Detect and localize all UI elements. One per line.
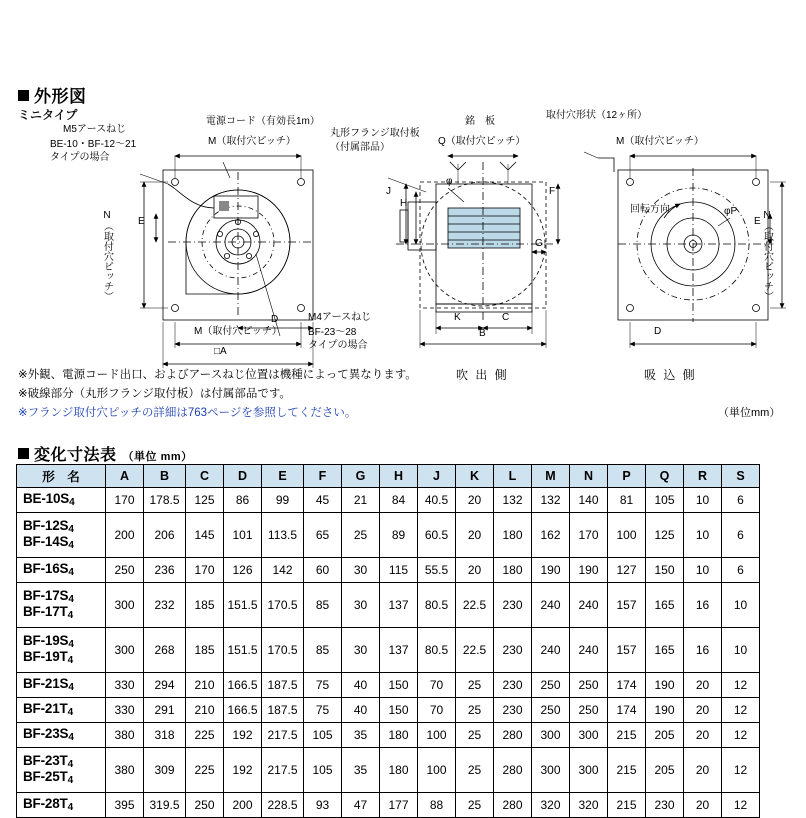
label-square-a: □A	[214, 346, 227, 357]
section-heading-dimension-table	[18, 442, 193, 465]
label-rotation-direction: 回転方向	[630, 204, 670, 215]
table-cell-A: 300	[106, 628, 144, 673]
table-cell-E: 187.5	[262, 698, 304, 723]
label-q-pitch: Q（取付穴ピッチ）	[438, 136, 526, 147]
table-cell-H: 84	[380, 488, 418, 513]
table-cell-C: 185	[186, 583, 224, 628]
table-cell-P: 157	[608, 628, 646, 673]
table-header-P: P	[608, 465, 646, 488]
table-cell-P: 127	[608, 558, 646, 583]
table-cell-S: 12	[722, 793, 760, 818]
table-cell-Q: 105	[646, 488, 684, 513]
table-cell-R: 20	[684, 673, 722, 698]
label-letter-E-right: E	[754, 216, 761, 227]
table-row	[17, 628, 760, 673]
label-round-flange-1: 丸形フランジ取付板	[330, 128, 420, 139]
table-cell-P: 215	[608, 748, 646, 793]
label-m5-earth-screw: M5アースねじ	[63, 124, 127, 135]
table-cell-A: 330	[106, 698, 144, 723]
label-m4-earth-screw-type2: タイプの場合	[308, 340, 368, 351]
table-cell-S: 10	[722, 583, 760, 628]
dimension-table-title: 変化寸法表	[34, 447, 117, 464]
table-cell-F: 45	[304, 488, 342, 513]
table-cell-N: 140	[570, 488, 608, 513]
dimension-table	[16, 464, 760, 818]
label-m-pitch-top: M（取付穴ピッチ）	[208, 136, 296, 147]
table-cell-N: 250	[570, 673, 608, 698]
dimension-table-unit: （単位 mm）	[122, 451, 193, 463]
table-cell-G: 21	[342, 488, 380, 513]
label-mounting-hole-shape: 取付穴形状（12ヶ所）	[546, 110, 648, 121]
table-cell-B: 268	[144, 628, 186, 673]
table-cell-model: $BF-23S_4$	[17, 723, 106, 748]
table-cell-R: 20	[684, 793, 722, 818]
table-cell-D: 126	[224, 558, 262, 583]
table-cell-B: 236	[144, 558, 186, 583]
table-cell-C: 145	[186, 513, 224, 558]
outline-drawing-title: 外形図	[34, 87, 87, 106]
table-cell-C: 210	[186, 698, 224, 723]
table-cell-C: 185	[186, 628, 224, 673]
table-cell-L: 230	[494, 583, 532, 628]
table-cell-S: 12	[722, 673, 760, 698]
table-cell-S: 10	[722, 628, 760, 673]
label-round-flange-2: （付属部品）	[330, 142, 390, 153]
table-cell-J: 40.5	[418, 488, 456, 513]
table-cell-R: 16	[684, 628, 722, 673]
table-header-R: R	[684, 465, 722, 488]
table-row	[17, 673, 760, 698]
table-cell-N: 240	[570, 583, 608, 628]
table-cell-model: $BF-28T_4$	[17, 793, 106, 818]
table-cell-H: 137	[380, 628, 418, 673]
table-cell-M: 250	[532, 673, 570, 698]
table-row	[17, 698, 760, 723]
label-suction-side: 吸 込 側	[644, 368, 697, 382]
mini-type-label: ミニタイプ	[18, 108, 78, 122]
table-header-D: D	[224, 465, 262, 488]
label-m5-earth-screw-type1: BE-10・BF-12〜21	[50, 139, 137, 150]
table-cell-D: 86	[224, 488, 262, 513]
table-cell-H: 150	[380, 698, 418, 723]
table-cell-K: 25	[456, 748, 494, 793]
table-cell-H: 180	[380, 723, 418, 748]
table-cell-H: 150	[380, 673, 418, 698]
label-letter-B: B	[479, 328, 486, 339]
table-cell-Q: 165	[646, 583, 684, 628]
table-cell-J: 70	[418, 673, 456, 698]
table-header-H: H	[380, 465, 418, 488]
table-cell-R: 16	[684, 583, 722, 628]
table-cell-F: 105	[304, 748, 342, 793]
table-cell-C: 170	[186, 558, 224, 583]
table-body	[17, 488, 760, 818]
table-cell-B: 206	[144, 513, 186, 558]
label-letter-H: H	[400, 198, 408, 209]
table-cell-model: $BF-17S_4$ $BF-17T_4$	[17, 583, 106, 628]
table-cell-D: 151.5	[224, 583, 262, 628]
table-cell-K: 20	[456, 558, 494, 583]
table-cell-model: $BF-16S_4$	[17, 558, 106, 583]
table-cell-J: 100	[418, 748, 456, 793]
table-cell-L: 280	[494, 723, 532, 748]
table-cell-S: 6	[722, 488, 760, 513]
table-cell-H: 89	[380, 513, 418, 558]
label-n-pitch-right: N（取付穴ピッチ）	[761, 210, 773, 301]
table-cell-G: 25	[342, 513, 380, 558]
table-cell-R: 20	[684, 698, 722, 723]
table-cell-D: 192	[224, 748, 262, 793]
table-cell-E: 99	[262, 488, 304, 513]
table-cell-B: 178.5	[144, 488, 186, 513]
table-cell-Q: 125	[646, 513, 684, 558]
label-letter-D-right: D	[654, 326, 662, 337]
table-cell-N: 190	[570, 558, 608, 583]
table-cell-model: $BF-19S_4$ $BF-19T_4$	[17, 628, 106, 673]
table-cell-J: 55.5	[418, 558, 456, 583]
table-cell-F: 75	[304, 673, 342, 698]
table-cell-F: 85	[304, 583, 342, 628]
table-cell-E: 187.5	[262, 673, 304, 698]
table-cell-A: 380	[106, 748, 144, 793]
square-bullet-icon	[18, 90, 29, 101]
table-cell-J: 80.5	[418, 583, 456, 628]
table-cell-L: 280	[494, 748, 532, 793]
table-cell-B: 319.5	[144, 793, 186, 818]
table-cell-M: 240	[532, 583, 570, 628]
table-header-model: 形 名	[17, 465, 106, 488]
table-cell-M: 162	[532, 513, 570, 558]
table-cell-Q: 150	[646, 558, 684, 583]
label-letter-E-left: E	[138, 216, 145, 227]
table-cell-L: 230	[494, 628, 532, 673]
table-row	[17, 513, 760, 558]
table-cell-D: 101	[224, 513, 262, 558]
table-row	[17, 558, 760, 583]
table-cell-F: 93	[304, 793, 342, 818]
table-cell-L: 230	[494, 698, 532, 723]
table-cell-F: 60	[304, 558, 342, 583]
table-cell-D: 200	[224, 793, 262, 818]
table-cell-L: 280	[494, 793, 532, 818]
table-cell-J: 60.5	[418, 513, 456, 558]
table-cell-E: 113.5	[262, 513, 304, 558]
note-appearance: ※外観、電源コード出口、およびアースねじ位置は機種によって異なります。	[18, 369, 417, 381]
table-cell-L: 132	[494, 488, 532, 513]
label-m-pitch-bottom: M（取付穴ピッチ）	[194, 326, 282, 337]
table-header-row	[17, 465, 760, 488]
table-cell-M: 320	[532, 793, 570, 818]
label-letter-C: C	[502, 312, 510, 323]
table-cell-L: 180	[494, 558, 532, 583]
table-cell-P: 174	[608, 698, 646, 723]
table-cell-A: 395	[106, 793, 144, 818]
table-cell-F: 65	[304, 513, 342, 558]
table-cell-N: 320	[570, 793, 608, 818]
table-cell-model: $BE-10S_4$	[17, 488, 106, 513]
table-cell-C: 125	[186, 488, 224, 513]
table-cell-P: 215	[608, 723, 646, 748]
table-cell-F: 75	[304, 698, 342, 723]
table-cell-E: 217.5	[262, 723, 304, 748]
table-cell-G: 30	[342, 628, 380, 673]
table-cell-D: 192	[224, 723, 262, 748]
table-header-S: S	[722, 465, 760, 488]
table-header-N: N	[570, 465, 608, 488]
table-cell-N: 300	[570, 748, 608, 793]
table-cell-M: 240	[532, 628, 570, 673]
table-cell-F: 85	[304, 628, 342, 673]
table-header-B: B	[144, 465, 186, 488]
label-letter-J: J	[386, 186, 391, 197]
table-cell-C: 210	[186, 673, 224, 698]
table-cell-B: 318	[144, 723, 186, 748]
table-cell-P: 215	[608, 793, 646, 818]
table-cell-H: 137	[380, 583, 418, 628]
table-cell-S: 6	[722, 513, 760, 558]
table-cell-M: 132	[532, 488, 570, 513]
table-row	[17, 793, 760, 818]
label-letter-D-left: D	[271, 314, 279, 325]
table-cell-model: $BF-23T_4$ $BF-25T_4$	[17, 748, 106, 793]
table-cell-N: 250	[570, 698, 608, 723]
table-cell-Q: 230	[646, 793, 684, 818]
table-cell-Q: 205	[646, 723, 684, 748]
label-nameplate: 銘 板	[465, 116, 495, 127]
table-cell-F: 105	[304, 723, 342, 748]
table-cell-model: $BF-21S_4$	[17, 673, 106, 698]
table-cell-K: 22.5	[456, 583, 494, 628]
table-cell-P: 81	[608, 488, 646, 513]
table-cell-R: 10	[684, 558, 722, 583]
table-cell-A: 170	[106, 488, 144, 513]
table-cell-D: 151.5	[224, 628, 262, 673]
table-cell-S: 6	[722, 558, 760, 583]
square-bullet-icon-2	[18, 448, 29, 459]
label-letter-K-1: K	[454, 312, 461, 323]
table-cell-N: 300	[570, 723, 608, 748]
table-cell-G: 35	[342, 723, 380, 748]
table-cell-D: 166.5	[224, 698, 262, 723]
table-cell-G: 47	[342, 793, 380, 818]
note-dashed-part: ※破線部分（丸形フランジ取付板）は付属部品です。	[18, 388, 291, 400]
label-m4-earth-screw: M4アースねじ	[308, 312, 372, 323]
table-cell-D: 166.5	[224, 673, 262, 698]
table-cell-A: 330	[106, 673, 144, 698]
table-cell-K: 20	[456, 513, 494, 558]
table-cell-J: 88	[418, 793, 456, 818]
table-cell-A: 300	[106, 583, 144, 628]
table-cell-E: 170.5	[262, 628, 304, 673]
table-cell-model: $BF-12S_4$ $BF-14S_4$	[17, 513, 106, 558]
table-cell-N: 240	[570, 628, 608, 673]
table-row	[17, 583, 760, 628]
table-cell-C: 225	[186, 748, 224, 793]
table-row	[17, 748, 760, 793]
table-header-M: M	[532, 465, 570, 488]
table-header-L: L	[494, 465, 532, 488]
table-cell-K: 25	[456, 793, 494, 818]
label-blow-side: 吹 出 側	[456, 368, 509, 382]
table-cell-S: 12	[722, 723, 760, 748]
table-cell-G: 35	[342, 748, 380, 793]
label-letter-F: F	[549, 186, 556, 197]
table-cell-Q: 165	[646, 628, 684, 673]
section-heading-outline-drawing	[18, 82, 87, 107]
table-cell-K: 25	[456, 698, 494, 723]
table-row	[17, 488, 760, 513]
table-cell-B: 309	[144, 748, 186, 793]
table-header-K: K	[456, 465, 494, 488]
table-cell-M: 250	[532, 698, 570, 723]
table-header-J: J	[418, 465, 456, 488]
table-header-A: A	[106, 465, 144, 488]
table-cell-N: 170	[570, 513, 608, 558]
table-cell-A: 200	[106, 513, 144, 558]
table-cell-K: 25	[456, 723, 494, 748]
table-cell-S: 12	[722, 698, 760, 723]
table-cell-Q: 190	[646, 673, 684, 698]
table-cell-S: 12	[722, 748, 760, 793]
table-cell-G: 40	[342, 673, 380, 698]
table-cell-E: 142	[262, 558, 304, 583]
table-cell-J: 80.5	[418, 628, 456, 673]
table-cell-B: 294	[144, 673, 186, 698]
table-cell-model: $BF-21T_4$	[17, 698, 106, 723]
table-cell-M: 190	[532, 558, 570, 583]
table-cell-H: 177	[380, 793, 418, 818]
table-cell-H: 180	[380, 748, 418, 793]
table-header-G: G	[342, 465, 380, 488]
note-flange-pitch: ※フランジ取付穴ピッチの詳細は763ページを参照してください。	[18, 407, 357, 419]
table-cell-G: 30	[342, 558, 380, 583]
table-cell-A: 250	[106, 558, 144, 583]
table-cell-M: 300	[532, 748, 570, 793]
label-power-cord: 電源コード（有効長1m）	[206, 116, 320, 127]
table-cell-Q: 205	[646, 748, 684, 793]
table-cell-R: 10	[684, 488, 722, 513]
table-cell-J: 100	[418, 723, 456, 748]
table-cell-H: 115	[380, 558, 418, 583]
table-cell-R: 20	[684, 748, 722, 793]
label-phi-p: φP	[724, 206, 738, 217]
table-cell-A: 380	[106, 723, 144, 748]
table-cell-M: 300	[532, 723, 570, 748]
table-header-F: F	[304, 465, 342, 488]
table-cell-R: 10	[684, 513, 722, 558]
table-cell-E: 170.5	[262, 583, 304, 628]
label-m4-earth-screw-type1: BF-23〜28	[308, 327, 357, 338]
table-cell-B: 291	[144, 698, 186, 723]
table-cell-P: 174	[608, 673, 646, 698]
table-cell-R: 20	[684, 723, 722, 748]
label-m5-earth-screw-type2: タイプの場合	[50, 152, 110, 163]
table-cell-L: 180	[494, 513, 532, 558]
label-m-pitch-right: M（取付穴ピッチ）	[616, 136, 704, 147]
label-phi: φ	[446, 176, 453, 187]
table-cell-J: 70	[418, 698, 456, 723]
table-cell-K: 25	[456, 673, 494, 698]
table-cell-K: 22.5	[456, 628, 494, 673]
label-n-pitch-left: N（取付穴ピッチ）	[101, 210, 113, 301]
table-cell-B: 232	[144, 583, 186, 628]
table-header-Q: Q	[646, 465, 684, 488]
table-cell-G: 30	[342, 583, 380, 628]
table-row	[17, 723, 760, 748]
label-letter-G: G	[535, 238, 543, 249]
table-header-E: E	[262, 465, 304, 488]
table-cell-C: 250	[186, 793, 224, 818]
table-cell-L: 230	[494, 673, 532, 698]
table-cell-E: 217.5	[262, 748, 304, 793]
table-cell-Q: 190	[646, 698, 684, 723]
table-cell-K: 20	[456, 488, 494, 513]
table-header-C: C	[186, 465, 224, 488]
table-cell-P: 157	[608, 583, 646, 628]
table-cell-C: 225	[186, 723, 224, 748]
table-cell-G: 40	[342, 698, 380, 723]
note-unit-mm: （単位mm）	[718, 407, 781, 419]
table-cell-E: 228.5	[262, 793, 304, 818]
table-cell-P: 100	[608, 513, 646, 558]
